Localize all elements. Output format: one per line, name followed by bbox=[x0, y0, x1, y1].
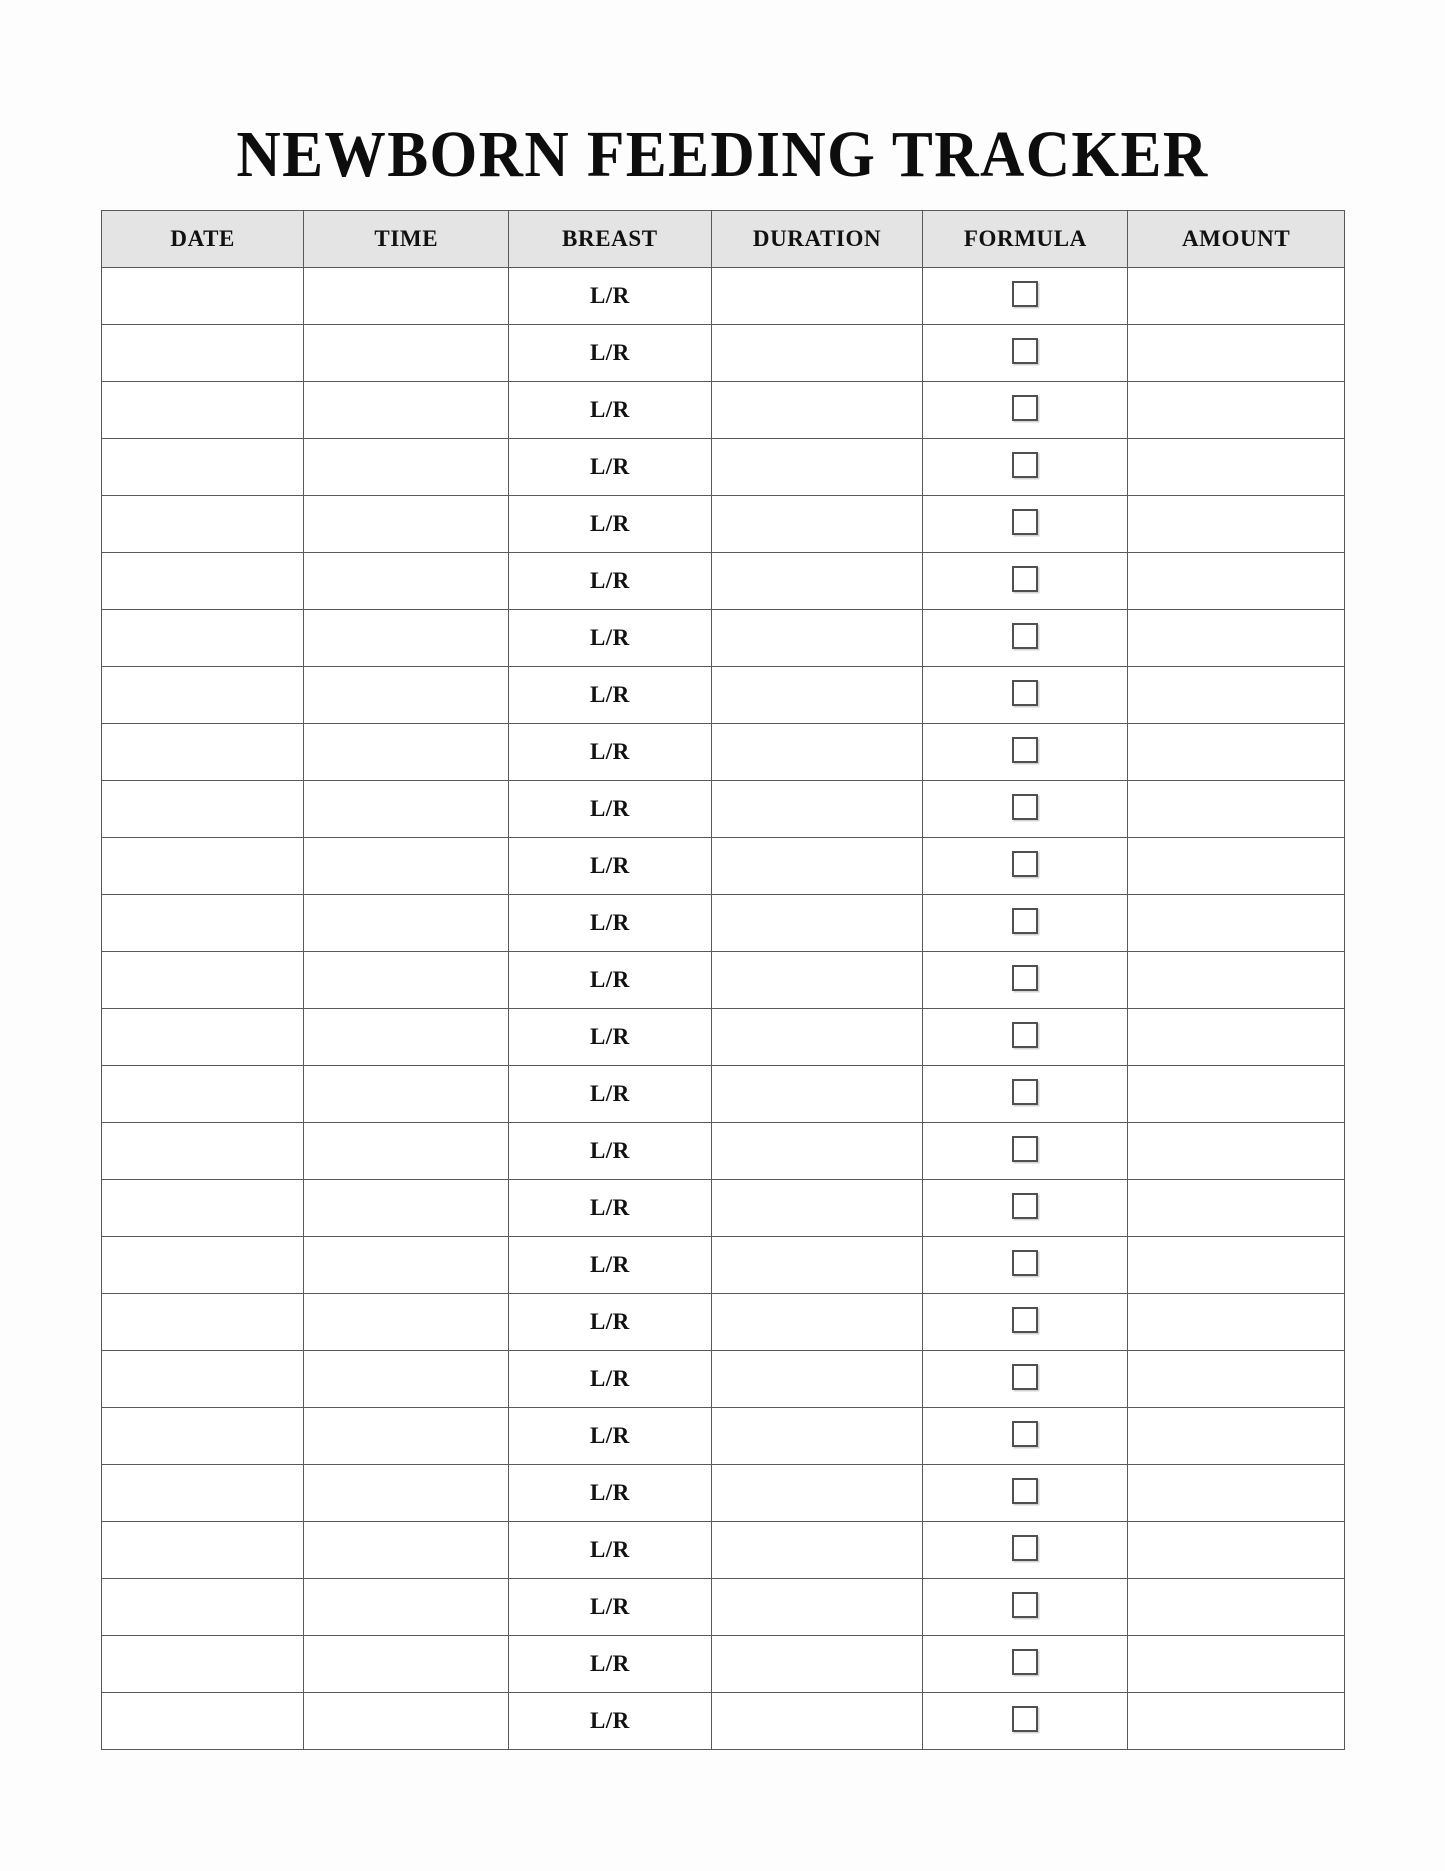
cell-amount[interactable] bbox=[1128, 1693, 1345, 1750]
cell-amount[interactable] bbox=[1128, 1123, 1345, 1180]
cell-breast[interactable] bbox=[509, 1009, 711, 1066]
cell-amount[interactable] bbox=[1128, 952, 1345, 1009]
cell-duration[interactable] bbox=[711, 325, 923, 382]
formula-checkbox[interactable] bbox=[1012, 1421, 1038, 1447]
cell-duration[interactable] bbox=[711, 952, 923, 1009]
cell-breast[interactable] bbox=[509, 439, 711, 496]
breast-side-label: L/R bbox=[589, 1708, 630, 1733]
cell-formula[interactable] bbox=[923, 1693, 1128, 1750]
cell-formula[interactable] bbox=[923, 895, 1128, 952]
cell-formula[interactable] bbox=[923, 952, 1128, 1009]
cell-time[interactable] bbox=[304, 553, 509, 610]
cell-formula[interactable] bbox=[923, 382, 1128, 439]
cell-time[interactable] bbox=[304, 1636, 509, 1693]
breast-side-label: L/R bbox=[589, 1651, 630, 1676]
column-header-breast: BREAST bbox=[509, 211, 711, 268]
breast-side-label: L/R bbox=[589, 1252, 630, 1277]
cell-breast[interactable] bbox=[509, 1180, 711, 1237]
table-row bbox=[102, 1294, 1345, 1351]
breast-side-label: L/R bbox=[589, 454, 630, 479]
cell-time[interactable] bbox=[304, 496, 509, 553]
table-row bbox=[102, 895, 1345, 952]
cell-amount[interactable] bbox=[1128, 1009, 1345, 1066]
formula-checkbox[interactable] bbox=[1012, 1649, 1038, 1675]
cell-duration[interactable] bbox=[711, 1465, 923, 1522]
cell-time[interactable] bbox=[304, 1522, 509, 1579]
table-row bbox=[102, 439, 1345, 496]
cell-duration[interactable] bbox=[711, 268, 923, 325]
cell-duration[interactable] bbox=[711, 1693, 923, 1750]
breast-side-label: L/R bbox=[589, 1195, 630, 1220]
cell-amount[interactable] bbox=[1128, 1579, 1345, 1636]
cell-duration[interactable] bbox=[711, 1009, 923, 1066]
cell-formula[interactable] bbox=[923, 1237, 1128, 1294]
table-row bbox=[102, 1579, 1345, 1636]
formula-checkbox[interactable] bbox=[1012, 395, 1038, 421]
cell-formula[interactable] bbox=[923, 1294, 1128, 1351]
cell-time[interactable] bbox=[304, 895, 509, 952]
cell-date[interactable] bbox=[102, 1636, 304, 1693]
formula-checkbox[interactable] bbox=[1012, 338, 1038, 364]
table-row bbox=[102, 724, 1345, 781]
cell-date[interactable] bbox=[102, 724, 304, 781]
cell-breast[interactable] bbox=[509, 268, 711, 325]
cell-formula[interactable] bbox=[923, 1579, 1128, 1636]
column-header-time: TIME bbox=[304, 211, 509, 268]
cell-amount[interactable] bbox=[1128, 724, 1345, 781]
breast-side-label: L/R bbox=[589, 340, 630, 365]
cell-duration[interactable] bbox=[711, 1579, 923, 1636]
breast-side-label: L/R bbox=[589, 910, 630, 935]
cell-formula[interactable] bbox=[923, 496, 1128, 553]
formula-checkbox[interactable] bbox=[1012, 1079, 1038, 1105]
cell-amount[interactable] bbox=[1128, 382, 1345, 439]
breast-side-label: L/R bbox=[589, 1309, 630, 1334]
cell-time[interactable] bbox=[304, 781, 509, 838]
cell-amount[interactable] bbox=[1128, 1237, 1345, 1294]
formula-checkbox[interactable] bbox=[1012, 908, 1038, 934]
breast-side-label: L/R bbox=[589, 397, 630, 422]
cell-duration[interactable] bbox=[711, 553, 923, 610]
cell-formula[interactable] bbox=[923, 1351, 1128, 1408]
table-row bbox=[102, 838, 1345, 895]
cell-time[interactable] bbox=[304, 325, 509, 382]
cell-formula[interactable] bbox=[923, 1123, 1128, 1180]
cell-breast[interactable] bbox=[509, 1237, 711, 1294]
breast-side-label: L/R bbox=[589, 796, 630, 821]
cell-time[interactable] bbox=[304, 1237, 509, 1294]
formula-checkbox[interactable] bbox=[1012, 680, 1038, 706]
table-row bbox=[102, 1522, 1345, 1579]
table-row bbox=[102, 1408, 1345, 1465]
cell-formula[interactable] bbox=[923, 1408, 1128, 1465]
cell-date[interactable] bbox=[102, 895, 304, 952]
cell-time[interactable] bbox=[304, 382, 509, 439]
cell-time[interactable] bbox=[304, 1579, 509, 1636]
cell-date[interactable] bbox=[102, 1009, 304, 1066]
cell-formula[interactable] bbox=[923, 724, 1128, 781]
formula-checkbox[interactable] bbox=[1012, 281, 1038, 307]
cell-formula[interactable] bbox=[923, 1180, 1128, 1237]
breast-side-label: L/R bbox=[589, 511, 630, 536]
formula-checkbox[interactable] bbox=[1012, 1136, 1038, 1162]
breast-side-label: L/R bbox=[589, 568, 630, 593]
cell-time[interactable] bbox=[304, 1180, 509, 1237]
cell-time[interactable] bbox=[304, 1123, 509, 1180]
cell-amount[interactable] bbox=[1128, 1066, 1345, 1123]
cell-duration[interactable] bbox=[711, 895, 923, 952]
cell-breast[interactable] bbox=[509, 325, 711, 382]
cell-amount[interactable] bbox=[1128, 781, 1345, 838]
cell-date[interactable] bbox=[102, 1180, 304, 1237]
breast-side-label: L/R bbox=[589, 1537, 630, 1562]
breast-side-label: L/R bbox=[589, 739, 630, 764]
breast-side-label: L/R bbox=[589, 1480, 630, 1505]
cell-breast[interactable] bbox=[509, 610, 711, 667]
cell-amount[interactable] bbox=[1128, 895, 1345, 952]
formula-checkbox[interactable] bbox=[1012, 1307, 1038, 1333]
breast-side-label: L/R bbox=[589, 1594, 630, 1619]
cell-breast[interactable] bbox=[509, 895, 711, 952]
cell-breast[interactable] bbox=[509, 1693, 711, 1750]
table-row bbox=[102, 1009, 1345, 1066]
cell-breast[interactable] bbox=[509, 1408, 711, 1465]
cell-amount[interactable] bbox=[1128, 1522, 1345, 1579]
breast-side-label: L/R bbox=[589, 283, 630, 308]
table-row bbox=[102, 1180, 1345, 1237]
table-row bbox=[102, 1693, 1345, 1750]
column-header-duration: DURATION bbox=[711, 211, 923, 268]
formula-checkbox[interactable] bbox=[1012, 509, 1038, 535]
breast-side-label: L/R bbox=[589, 1138, 630, 1163]
table-row bbox=[102, 1351, 1345, 1408]
cell-formula[interactable] bbox=[923, 439, 1128, 496]
cell-time[interactable] bbox=[304, 1465, 509, 1522]
cell-duration[interactable] bbox=[711, 724, 923, 781]
table-row bbox=[102, 1123, 1345, 1180]
cell-breast[interactable] bbox=[509, 667, 711, 724]
cell-date[interactable] bbox=[102, 1066, 304, 1123]
table-header bbox=[102, 211, 1345, 268]
cell-duration[interactable] bbox=[711, 781, 923, 838]
formula-checkbox[interactable] bbox=[1012, 566, 1038, 592]
cell-amount[interactable] bbox=[1128, 610, 1345, 667]
cell-amount[interactable] bbox=[1128, 1465, 1345, 1522]
cell-duration[interactable] bbox=[711, 1351, 923, 1408]
table-row bbox=[102, 553, 1345, 610]
table-row bbox=[102, 667, 1345, 724]
cell-date[interactable] bbox=[102, 496, 304, 553]
cell-breast[interactable] bbox=[509, 1522, 711, 1579]
cell-date[interactable] bbox=[102, 1123, 304, 1180]
cell-breast[interactable] bbox=[509, 1123, 711, 1180]
cell-time[interactable] bbox=[304, 610, 509, 667]
cell-duration[interactable] bbox=[711, 610, 923, 667]
cell-formula[interactable] bbox=[923, 1522, 1128, 1579]
cell-time[interactable] bbox=[304, 1408, 509, 1465]
formula-checkbox[interactable] bbox=[1012, 1592, 1038, 1618]
formula-checkbox[interactable] bbox=[1012, 1706, 1038, 1732]
cell-date[interactable] bbox=[102, 439, 304, 496]
formula-checkbox[interactable] bbox=[1012, 851, 1038, 877]
cell-amount[interactable] bbox=[1128, 1408, 1345, 1465]
cell-date[interactable] bbox=[102, 382, 304, 439]
cell-date[interactable] bbox=[102, 952, 304, 1009]
cell-date[interactable] bbox=[102, 1522, 304, 1579]
cell-breast[interactable] bbox=[509, 1294, 711, 1351]
cell-duration[interactable] bbox=[711, 1636, 923, 1693]
cell-formula[interactable] bbox=[923, 781, 1128, 838]
cell-duration[interactable] bbox=[711, 1066, 923, 1123]
cell-formula[interactable] bbox=[923, 610, 1128, 667]
table-row bbox=[102, 325, 1345, 382]
table-header-row bbox=[102, 211, 1345, 268]
formula-checkbox[interactable] bbox=[1012, 452, 1038, 478]
cell-amount[interactable] bbox=[1128, 268, 1345, 325]
cell-amount[interactable] bbox=[1128, 496, 1345, 553]
cell-date[interactable] bbox=[102, 1579, 304, 1636]
cell-amount[interactable] bbox=[1128, 667, 1345, 724]
cell-formula[interactable] bbox=[923, 1009, 1128, 1066]
breast-side-label: L/R bbox=[589, 1024, 630, 1049]
cell-time[interactable] bbox=[304, 1351, 509, 1408]
cell-formula[interactable] bbox=[923, 1465, 1128, 1522]
formula-checkbox[interactable] bbox=[1012, 737, 1038, 763]
table-row bbox=[102, 496, 1345, 553]
breast-side-label: L/R bbox=[589, 625, 630, 650]
breast-side-label: L/R bbox=[589, 1366, 630, 1391]
cell-formula[interactable] bbox=[923, 1636, 1128, 1693]
breast-side-label: L/R bbox=[589, 853, 630, 878]
cell-time[interactable] bbox=[304, 667, 509, 724]
cell-breast[interactable] bbox=[509, 1579, 711, 1636]
cell-time[interactable] bbox=[304, 1294, 509, 1351]
cell-date[interactable] bbox=[102, 1693, 304, 1750]
cell-date[interactable] bbox=[102, 838, 304, 895]
cell-time[interactable] bbox=[304, 952, 509, 1009]
formula-checkbox[interactable] bbox=[1012, 1193, 1038, 1219]
table-row bbox=[102, 781, 1345, 838]
cell-duration[interactable] bbox=[711, 439, 923, 496]
cell-amount[interactable] bbox=[1128, 1351, 1345, 1408]
column-header-date: DATE bbox=[102, 211, 304, 268]
cell-time[interactable] bbox=[304, 439, 509, 496]
table-row bbox=[102, 1636, 1345, 1693]
cell-time[interactable] bbox=[304, 268, 509, 325]
cell-formula[interactable] bbox=[923, 838, 1128, 895]
breast-side-label: L/R bbox=[589, 1423, 630, 1448]
cell-time[interactable] bbox=[304, 1009, 509, 1066]
cell-breast[interactable] bbox=[509, 553, 711, 610]
cell-breast[interactable] bbox=[509, 781, 711, 838]
cell-amount[interactable] bbox=[1128, 1294, 1345, 1351]
cell-date[interactable] bbox=[102, 325, 304, 382]
cell-duration[interactable] bbox=[711, 1237, 923, 1294]
cell-amount[interactable] bbox=[1128, 439, 1345, 496]
cell-date[interactable] bbox=[102, 1408, 304, 1465]
cell-formula[interactable] bbox=[923, 268, 1128, 325]
cell-duration[interactable] bbox=[711, 1522, 923, 1579]
cell-date[interactable] bbox=[102, 781, 304, 838]
cell-date[interactable] bbox=[102, 610, 304, 667]
feeding-tracker-table bbox=[101, 210, 1345, 1750]
cell-date[interactable] bbox=[102, 1465, 304, 1522]
cell-time[interactable] bbox=[304, 838, 509, 895]
cell-formula[interactable] bbox=[923, 667, 1128, 724]
formula-checkbox[interactable] bbox=[1012, 965, 1038, 991]
breast-side-label: L/R bbox=[589, 967, 630, 992]
cell-amount[interactable] bbox=[1128, 838, 1345, 895]
table-body bbox=[102, 268, 1345, 1750]
formula-checkbox[interactable] bbox=[1012, 1250, 1038, 1276]
cell-duration[interactable] bbox=[711, 1294, 923, 1351]
table-row bbox=[102, 1465, 1345, 1522]
table-row bbox=[102, 1066, 1345, 1123]
cell-breast[interactable] bbox=[509, 952, 711, 1009]
cell-date[interactable] bbox=[102, 667, 304, 724]
cell-breast[interactable] bbox=[509, 1636, 711, 1693]
cell-breast[interactable] bbox=[509, 1066, 711, 1123]
feeding-tracker-table-wrap bbox=[101, 210, 1345, 1750]
table-row bbox=[102, 268, 1345, 325]
column-header-amount: AMOUNT bbox=[1128, 211, 1345, 268]
cell-date[interactable] bbox=[102, 1237, 304, 1294]
formula-checkbox[interactable] bbox=[1012, 794, 1038, 820]
cell-formula[interactable] bbox=[923, 1066, 1128, 1123]
cell-duration[interactable] bbox=[711, 1180, 923, 1237]
table-row bbox=[102, 1237, 1345, 1294]
cell-formula[interactable] bbox=[923, 325, 1128, 382]
cell-formula[interactable] bbox=[923, 553, 1128, 610]
table-row bbox=[102, 382, 1345, 439]
cell-date[interactable] bbox=[102, 268, 304, 325]
page-title: NEWBORN FEEDING TRACKER bbox=[236, 118, 1209, 192]
cell-date[interactable] bbox=[102, 1294, 304, 1351]
cell-breast[interactable] bbox=[509, 382, 711, 439]
cell-amount[interactable] bbox=[1128, 553, 1345, 610]
breast-side-label: L/R bbox=[589, 1081, 630, 1106]
breast-side-label: L/R bbox=[589, 682, 630, 707]
cell-duration[interactable] bbox=[711, 1408, 923, 1465]
table-row bbox=[102, 610, 1345, 667]
formula-checkbox[interactable] bbox=[1012, 1364, 1038, 1390]
cell-time[interactable] bbox=[304, 724, 509, 781]
cell-duration[interactable] bbox=[711, 382, 923, 439]
column-header-formula: FORMULA bbox=[923, 211, 1128, 268]
formula-checkbox[interactable] bbox=[1012, 1022, 1038, 1048]
cell-amount[interactable] bbox=[1128, 1636, 1345, 1693]
cell-amount[interactable] bbox=[1128, 325, 1345, 382]
cell-time[interactable] bbox=[304, 1066, 509, 1123]
formula-checkbox[interactable] bbox=[1012, 1535, 1038, 1561]
cell-duration[interactable] bbox=[711, 667, 923, 724]
cell-date[interactable] bbox=[102, 553, 304, 610]
cell-date[interactable] bbox=[102, 1351, 304, 1408]
cell-time[interactable] bbox=[304, 1693, 509, 1750]
formula-checkbox[interactable] bbox=[1012, 1478, 1038, 1504]
cell-amount[interactable] bbox=[1128, 1180, 1345, 1237]
cell-duration[interactable] bbox=[711, 496, 923, 553]
formula-checkbox[interactable] bbox=[1012, 623, 1038, 649]
cell-breast[interactable] bbox=[509, 1465, 711, 1522]
table-row bbox=[102, 952, 1345, 1009]
cell-duration[interactable] bbox=[711, 838, 923, 895]
cell-breast[interactable] bbox=[509, 1351, 711, 1408]
cell-breast[interactable] bbox=[509, 724, 711, 781]
cell-breast[interactable] bbox=[509, 496, 711, 553]
cell-duration[interactable] bbox=[711, 1123, 923, 1180]
cell-breast[interactable] bbox=[509, 838, 711, 895]
